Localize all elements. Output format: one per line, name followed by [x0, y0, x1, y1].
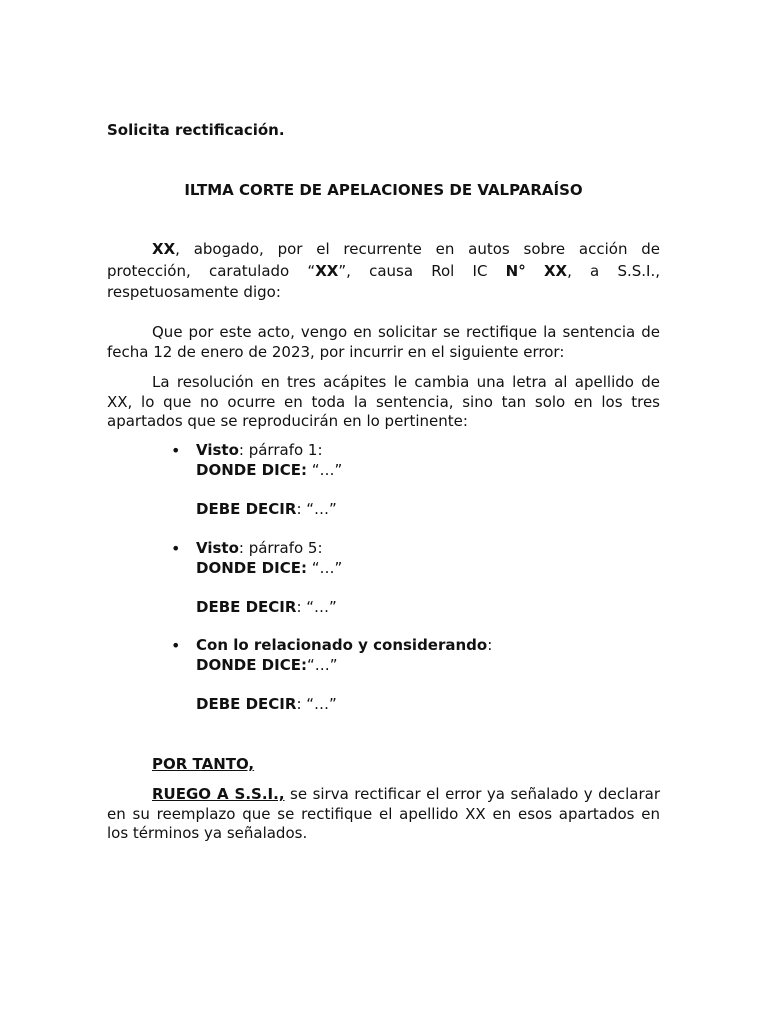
ruego-label: RUEGO A S.S.I.,	[152, 785, 285, 803]
bullet-icon: •	[171, 636, 181, 655]
item-heading-bold: Visto	[196, 441, 239, 459]
debe-decir-label: DEBE DECIR	[196, 695, 297, 713]
donde-dice-line	[196, 656, 656, 676]
bullet-icon: •	[171, 441, 181, 460]
debe-decir-label: DEBE DECIR	[196, 598, 297, 616]
donde-dice-value: “…”	[306, 460, 343, 479]
item-heading	[196, 441, 656, 461]
debe-decir-label: DEBE DECIR	[196, 500, 297, 518]
debe-decir-line	[196, 500, 656, 520]
donde-dice-label: DONDE DICE:	[196, 558, 307, 577]
intro-paragraph	[107, 239, 660, 304]
debe-decir-value: : “…”	[296, 500, 337, 518]
request-paragraph: Que por este acto, vengo en solicitar se rectifique la sentencia de fecha 12 de enero de 2023, por incurrir en el siguiente error:	[107, 323, 660, 361]
lawyer-name: XX	[152, 240, 176, 258]
list-item	[171, 636, 656, 715]
debe-decir-value: : “…”	[296, 695, 337, 713]
donde-dice-label: DONDE DICE:	[196, 460, 307, 479]
rol-number-value: XX	[543, 261, 568, 280]
rol-number-label: N°	[505, 261, 526, 280]
item-heading-bold: Con lo relacionado y considerando	[196, 636, 488, 654]
bullet-icon: •	[171, 539, 181, 558]
debe-decir-value: : “…”	[296, 598, 337, 616]
rol-space	[526, 262, 544, 280]
court-heading: ILTMA CORTE DE APELACIONES DE VALPARAÍSO	[184, 181, 583, 199]
explanation-paragraph: La resolución en tres acápites le cambia una letra al apellido de XX, lo que no ocurre en toda la sentencia, sino tan solo en los tres apartados que se reproducirán en lo pertinente:	[107, 373, 660, 430]
item-heading-rest: : párrafo 5:	[238, 539, 323, 557]
donde-dice-line	[196, 461, 656, 481]
debe-decir-line	[196, 695, 656, 715]
list-item	[171, 539, 656, 618]
document-page	[107, 0, 660, 1024]
list-item	[171, 441, 656, 520]
item-heading	[196, 636, 656, 656]
item-heading-bold: Visto	[196, 539, 239, 557]
item-heading-rest: :	[487, 636, 493, 654]
document-summary-title: Solicita rectificación.	[107, 121, 285, 139]
donde-dice-label: DONDE DICE:	[196, 655, 307, 674]
item-heading	[196, 539, 656, 559]
por-tanto-heading: POR TANTO,	[152, 755, 255, 773]
donde-dice-value: “…”	[306, 558, 343, 577]
intro-text-3: , a S.S.I., respetuosamente digo:	[107, 261, 660, 301]
donde-dice-line	[196, 559, 656, 579]
closing-paragraph	[107, 785, 660, 844]
caratulado-name: XX	[315, 261, 339, 280]
ruego-text: se sirva rectificar el error ya señalado y declarar en su reemplazo que se rectifique el apellido XX en esos apartados en los términos ya señalados.	[107, 785, 660, 842]
donde-dice-value: “…”	[306, 655, 338, 674]
intro-text-2: ”, causa Rol IC	[338, 261, 506, 280]
debe-decir-line	[196, 598, 656, 618]
item-heading-rest: : párrafo 1:	[238, 441, 323, 459]
intro-text-1: , abogado, por el recurrente en autos sobre acción de protección, caratulado “	[107, 240, 660, 280]
